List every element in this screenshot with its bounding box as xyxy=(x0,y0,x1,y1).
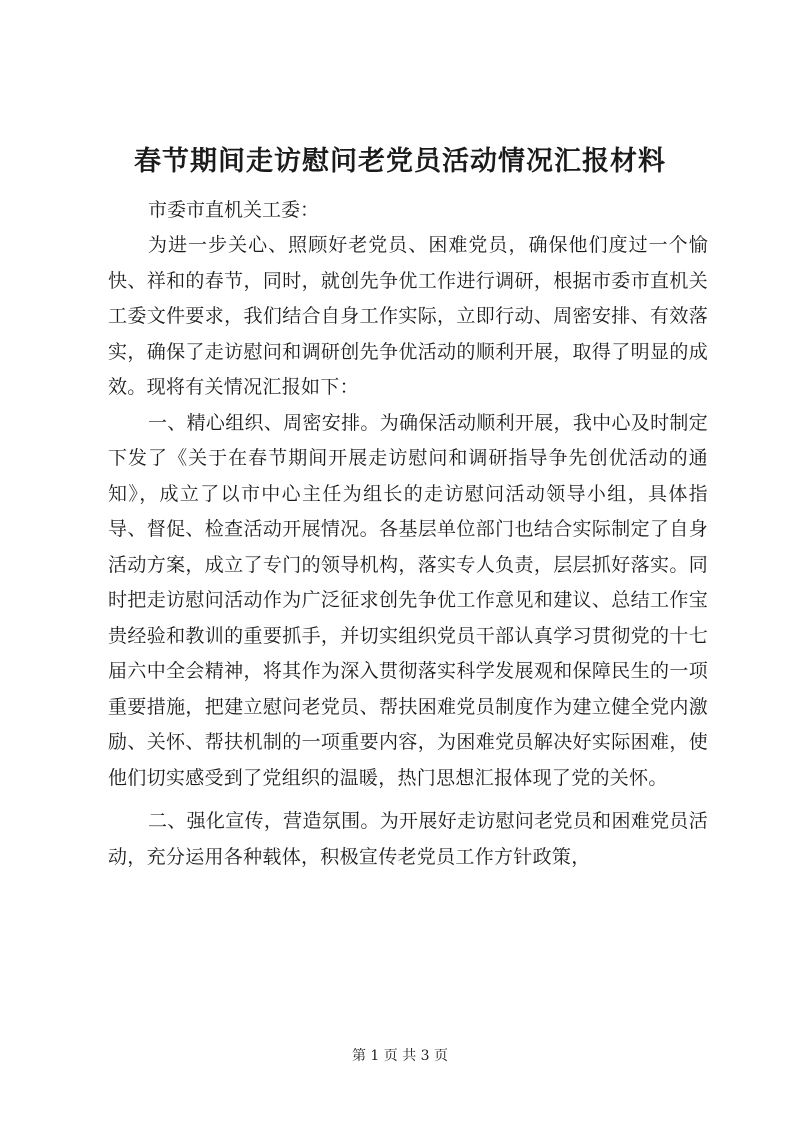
paragraph-intro: 为进一步关心、照顾好老党员、困难党员，确保他们度过一个愉快、祥和的春节，同时，就创先争优工作进行调研，根据市委市直机关工委文件要求，我们结合自身工作实际，立即行动、周密安排、有效落实，确保了走访慰问和调研创先争优活动的顺利开展，取得了明显的成效。现将有关情况汇报如下： xyxy=(108,234,708,398)
page-number: 第 1 页 共 3 页 xyxy=(351,1048,449,1064)
salutation: 市委市直机关工委： xyxy=(148,199,320,221)
paragraph-section-1: 一、精心组织、周密安排。为确保活动顺利开展，我中心及时制定下发了《关于在春节期间开展走访慰问和调研指导争先创优活动的通知》，成立了以市中心主任为组长的走访慰问活动领导小组，具体指导、督促、检查活动开展情况。各基层单位部门也结合实际制定了自身活动方案，成立了专门的领导机构，落实专人负责，层层抓好落实。同时把走访慰问活动作为广泛征求创先争优工作意见和建议、总结工作宝贵经验和教训的重要抓手，并切实组织党员干部认真学习贯彻党的十七届六中全会精神，将其作为深入贯彻落实科学发展观和保障民生的一项重要措施，把建立慰问老党员、帮扶困难党员制度作为建立健全党内激励、关怀、帮扶机制的一项重要内容，为困难党员解决好实际困难，使他们切实感受到了党组织的温暖，热门思想汇报体现了党的关怀。 xyxy=(108,411,708,789)
page-footer xyxy=(0,1046,800,1066)
paragraph-section-2: 二、强化宣传，营造氛围。为开展好走访慰问老党员和困难党员活动，充分运用各种载体，积极宣传老党员工作方针政策， xyxy=(108,810,708,868)
document-title: 春节期间走访慰问老党员活动情况汇报材料 xyxy=(134,146,666,177)
document-body xyxy=(108,192,708,875)
